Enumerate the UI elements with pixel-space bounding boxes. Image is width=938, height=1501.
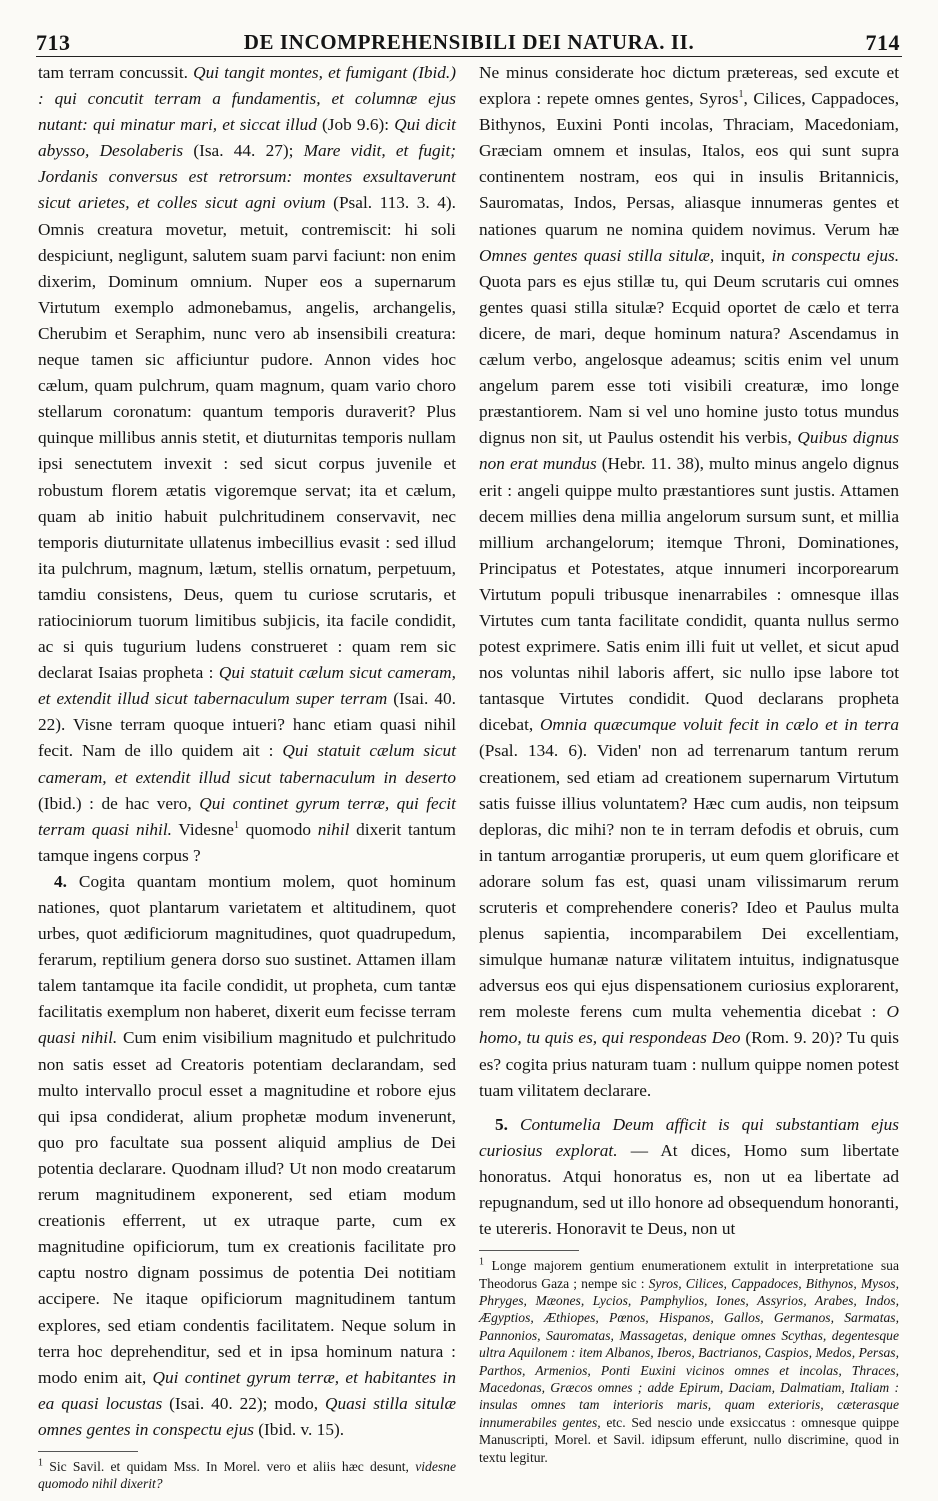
quotation: Qui continet gyrum terræ, qui fecit terram quasi nihil. <box>38 793 456 839</box>
text-run: (Isa. 44. 27); <box>183 141 304 161</box>
paragraph-gap <box>479 1104 899 1112</box>
quotation: quasi nihil. <box>38 1028 118 1048</box>
text-run: (Psal. 113. 3. 4). Omnis creatura movetur, metuit, contremiscit: hi soli despiciunt, negligunt, salutem suam parvi faciunt: non enim dixerim, Dominum omnium. Nuper eos a supernarum Virtutum exemplo admonebamus, angelis, archangelis, Cherubim et Seraphim, nunc vero ab insensibili creatura: neque tamen sic afficiuntur pudore. Annon vides hoc cælum, quam pulchrum, quam magnum, quam vario choro stellarum coronatum: quantum temporis duraverit? Plus quinque millibus annis stetit, et diuturnitas temporis nullam ipsi senectutem invexit : sed sicut corpus juvenile et robustum florem ætatis vigoremque servat; ita et cælum, quam ab initio habuit pulchritudinem conservavit, nec temporis diuturnitate ullatenus imbecillius evasit : sed illud ita pulchrum, magnum, lætum, stellis ornatum, perpetuum, tamdiu consistens, Deus, quem tu curiose scrutaris, et ratiociniorum tuorum limitibus subjicis, ita facile condidit, ac si quis tugurium ludens construeret : quam rem sic declarat Isaias propheta : <box>38 193 456 683</box>
text-run: tam terram concussit. <box>38 63 194 82</box>
page-number-left: 713 <box>36 30 71 55</box>
text-run: dixerit tantum tamque ingens corpus ? <box>38 819 456 865</box>
text-run: quomodo <box>238 819 318 839</box>
text-run: — At dices, Homo sum libertate honoratus. Atqui honoratus es, non ut ea libertate ad repugnandum, sed ut illo honore ad obsequendum honoranti, te utereris. Honoravit te Deus, non ut <box>479 1140 900 1239</box>
quotation: O homo, tu quis es, qui respondeas Deo <box>479 1002 899 1048</box>
quotation: nihil <box>317 819 350 839</box>
text-run: (Ibid.) : de hac vero, <box>38 793 200 813</box>
text-run: etc. Sed nescio unde exsiccatus : omnesque quippe Manuscripti, Morel. et Savil. idipsum efferunt, nullo discrimine, quod in textu legitur. <box>479 1414 899 1465</box>
quotation: Omnes gentes quasi stilla situlæ, <box>479 245 715 265</box>
footnote-marker: 1 <box>738 89 744 101</box>
section-number: 4. <box>54 871 67 891</box>
text-run: (Isai. 40. 22). Visne terram quoque intueri? hanc etiam quasi nihil fecit. Nam de illo quidem ait : <box>38 689 456 761</box>
text-run: Ne minus considerate hoc dictum prætereas, sed excute et explora : repete omnes gentes, Syros <box>479 63 899 109</box>
text-run: (Isai. 40. 22); modo, <box>162 1393 325 1413</box>
footnote <box>38 1458 456 1493</box>
text-run: Cogita quantam montium molem, quot hominum nationes, quot plantarum varietatem et altitudinem, quot urbes, quot ædificiorum magnitudines, quot quadrupedum, ferarum, reptilium genera dorso suo sustinet. Attamen illam talem tantamque ita facile condidit, ut propheta, cum tantæ facilitatis exemplum non haberet, dixerit eum fecisse terram <box>38 871 456 1022</box>
text-run: Quota pars es ejus stillæ tu, qui Deum scrutaris cui omnes gentes quasi stilla situlæ? Ecquid oportet de cælo et terra dicere, de mari, deque hominum natura? Ascendamus in cælum verbo, angelosque adeamus; scitis enim vel unum angelum parem esse toti visibili creaturæ, imo longe præstantiorem. Nam si vel uno homine justo totus mundus dignus non sit, ut Paulus ostendit his verbis, <box>479 271 899 448</box>
text-run: (Job 9.6): <box>316 115 395 135</box>
running-header <box>36 26 902 57</box>
quotation: Qui tangit montes, et fumigant (Ibid.) : qui concutit terram a fundamentis, et columnæ ejus nutant: qui minatur mari, et siccat illud <box>38 63 456 135</box>
quotation: Quasi stilla situlæ omnes gentes in conspectu ejus <box>38 1393 456 1439</box>
section-heading: Contumelia Deum afficit is qui substantiam ejus curiosius explorat. <box>479 1114 900 1160</box>
quotation: Syros, Cilices, Cappadoces, Bithynos, Mysos, Phryges, Mæones, Lycios, Pamphylios, Iones, Assyrios, Arabes, Indos, Ægyptios, Æthiopes, Pœnos, Hispanos, Gallos, Germanos, Sarmatas, Pannonios, Sauromatas, Massagetas, denique omnes Scythas, degentesque ultra Aquilonem : item Albanos, Iberos, Bactrianos, Caspios, Medos, Persas, Parthos, Armenios, Ponti Euxini vicinos omnes et incolas, Thraces, Macedonas, Græcos omnes ; adde Epirum, Daciam, Dalmatiam, Italiam : insulas omnes tam interioris maris, quam exterioris, cæterasque innumerabiles gentes, <box>479 1275 899 1430</box>
paragraph <box>38 869 456 1443</box>
paragraph <box>479 60 899 1104</box>
quotation: in conspectu ejus. <box>771 245 900 265</box>
quotation: Qui statuit cælum sicut cameram, et extendit illud sicut tabernaculum super terram <box>38 663 456 709</box>
left-column <box>38 60 456 1492</box>
text-run: (Ibid. v. 15). <box>253 1419 345 1439</box>
text-run: (Rom. 9. 20)? Tu quis es? cogita prius naturam tuam : nullum quippe nomen potest tuam vilitatem declarare. <box>479 1028 900 1100</box>
quotation: Mare vidit, et fugit; Jordanis conversus est retrorsum: montes exsultaverunt sicut arietes, et colles sicut agni ovium <box>38 141 456 213</box>
text-run <box>508 1115 520 1134</box>
quotation: Qui continet gyrum terræ, et habitantes in ea quasi locustas <box>38 1367 456 1413</box>
quotation: videsne quomodo nihil dixerit? <box>38 1458 456 1492</box>
text-run: , Cilices, Cappadoces, Bithynos, Euxini Ponti incolas, Thraciam, Macedoniam, Græciam omnem et insulas, Italos, eos qui sunt supra continentem nostram, eos qui in insulis Britannicis, Sauromatas, Indos, Persas, aliasque innumeras gentes et nationes quarum ne nomina quidem novimus. Verum hæ <box>479 89 900 239</box>
text-run: Videsne <box>171 819 234 839</box>
quotation: Quibus dignus non erat mundus <box>479 428 899 474</box>
text-run: Sic Savil. et quidam Mss. In Morel. vero et aliis hæc desunt, <box>43 1458 416 1474</box>
quotation: Omnia quæcumque voluit fecit in cælo et in terra <box>539 715 900 735</box>
footnote-divider <box>479 1250 579 1251</box>
footnote <box>479 1257 899 1466</box>
text-run: (Psal. 134. 6). Viden' non ad terrenarum tantum rerum creationem, sed etiam ad creationem supernarum Virtutum satis fuisse illius voluntatem? Hæc cum audis, non teipsum deploras, dic mihi? non te in terram defodis et obruis, cum in tantum arrogantiæ proruperis, ut eum quem glorificare et adorare solum fas est, quasi unam vilissimarum rerum scruteris et comprehendere coneris? Ideo et Paulus multa plenus sapientia, incomparabilem Dei excellentiam, simulque humanæ naturæ vilitatem intuitus, indignatusque adversus eos qui ejus dispensationem curiosius explorarent, rem moleste ferens cum multa vehementia dicebat : <box>479 741 899 1022</box>
footnote-marker: 1 <box>479 1256 484 1268</box>
paragraph <box>479 1112 899 1242</box>
text-run: inquit, <box>714 245 772 265</box>
text-run: (Hebr. 11. 38), multo minus angelo dignus erit : angeli quippe multo præstantiores sunt justis. Attamen decem millies dena millia angelorum sursum sunt, et millia millium archangelorum; itemque Throni, Dominationes, Principatus et Potestates, atque innumeri incorporearum Virtutum populi tribusque inenarrabiles : omnesque illas Virtutes cum tanta facilitate condidit, quanta nullus sermo potest exprimere. Satis enim illi fuit ut vellet, et sicut apud nos voluntas nihil laboris affert, sic nullo ipse labore tot tantasque Virtutes condidit. Quod declarans propheta dicebat, <box>479 454 899 735</box>
running-title: DE INCOMPREHENSIBILI DEI NATURA. II. <box>243 30 695 54</box>
footnote-marker: 1 <box>233 819 239 831</box>
quotation: Qui dicit abysso, Desolaberis <box>38 115 456 161</box>
text-run: Longe majorem gentium enumerationem extulit in interpretatione sua Theodorus Gaza ; nempe sic : <box>479 1258 899 1291</box>
section-number: 5. <box>495 1114 508 1134</box>
quotation: Qui statuit cælum sicut cameram, et extendit illud sicut tabernaculum in deserto <box>38 741 456 787</box>
paragraph <box>38 60 456 869</box>
text-run: Cum enim visibilium magnitudo et pulchritudo non satis esset ad Creatoris potentiam declarandam, sed multo intervallo procul esset a magnitudine et robore ejus qui ipsa condiderat, alium prophetæ modum invenerunt, quo pro facultate sua possent aliquid amplius de Dei potentia declarare. Quodnam illud? Ut non modo creatarum rerum magnitudinem exponerent, sed etiam modum creationis efferrent, ut ex utraque parte, cum ex magnitudine opificiorum, tum ex creationis facilitate pro captu nostro dignam possimus de potentia Dei notitiam accipere. Ne itaque opificiorum magnitudinem tantum explores, sed etiam condentis facilitatem. Neque solum in terra hoc deprehenditur, sed et in ipsa hominum natura : modo enim ait, <box>38 1028 456 1387</box>
right-column <box>479 60 899 1480</box>
footnote-marker: 1 <box>38 1457 43 1469</box>
footnote-divider <box>38 1451 138 1452</box>
page-number-right: 714 <box>865 30 900 55</box>
